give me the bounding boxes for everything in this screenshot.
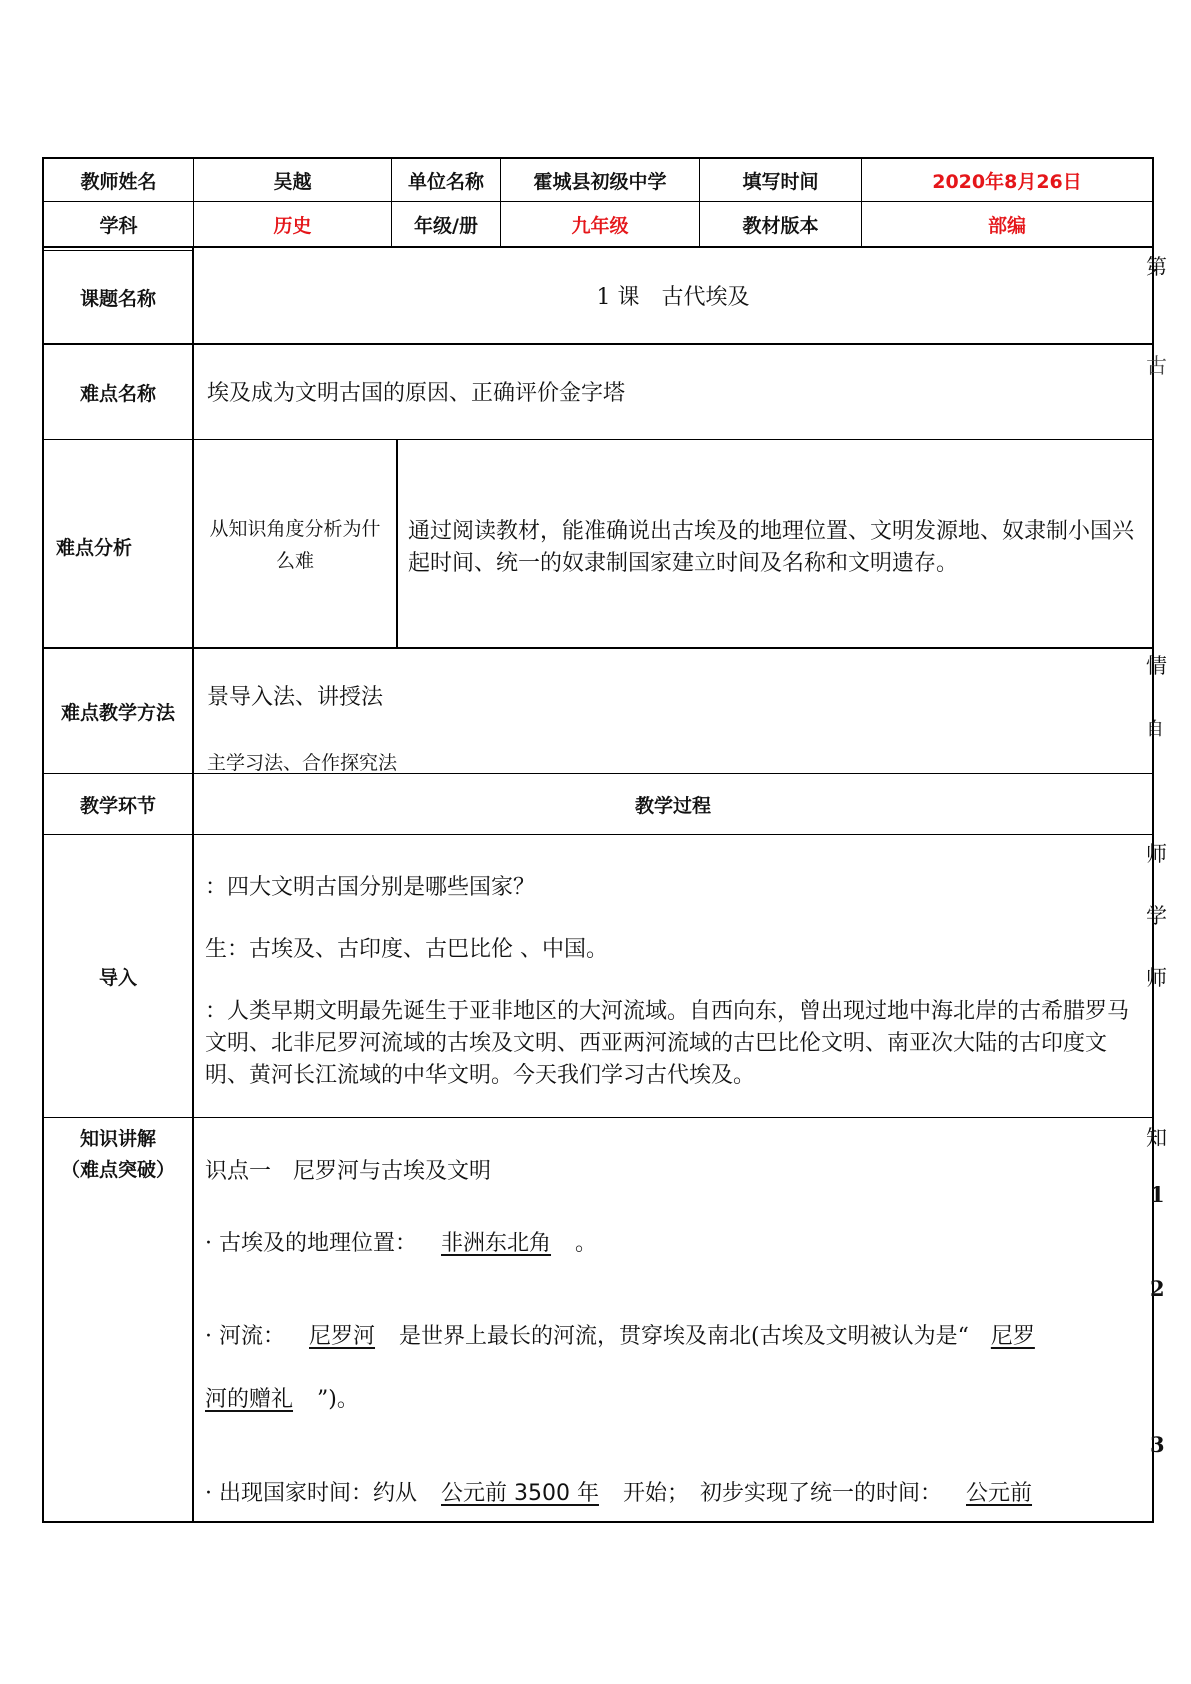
intro-label: 导入 <box>98 966 137 989</box>
teacher-name: 吴越 <box>273 170 312 193</box>
date-value: 2020年8月26日 <box>932 170 1082 193</box>
grade-label: 年级/册 <box>414 214 478 237</box>
knowledge-point-title: 识点一 尼罗河与古埃及文明 <box>205 1159 492 1184</box>
process-stage-label: 教学环节 <box>79 794 156 817</box>
river-suffix: ”)。 <box>317 1387 359 1412</box>
river-answer-2a: 尼罗 <box>990 1324 1035 1349</box>
margin-char: 3 <box>1150 1432 1165 1457</box>
margin-char: 1 <box>1150 1182 1165 1207</box>
river-line <box>205 1321 1035 1353</box>
margin-char: 2 <box>1150 1276 1165 1301</box>
analysis-label: 难点分析 <box>56 537 133 559</box>
edition-value: 部编 <box>987 214 1026 237</box>
time-prefix: · 出现国家时间：约从 <box>205 1481 417 1506</box>
margin-char: 学 <box>1146 904 1167 928</box>
margin-char: 情 <box>1146 654 1167 678</box>
intro-question: ：四大文明古国分别是哪些国家？ <box>205 875 536 900</box>
river-answer-2b: 河的赠礼 <box>205 1387 294 1412</box>
margin-char: 知 <box>1146 1126 1167 1150</box>
geo-suffix: 。 <box>575 1231 598 1256</box>
margin-char: 第 <box>1146 255 1167 279</box>
geo-prefix: · 古埃及的地理位置： <box>205 1231 417 1256</box>
river-line-2 <box>205 1384 359 1416</box>
geo-line <box>205 1228 597 1260</box>
method-label: 难点教学方法 <box>60 701 175 724</box>
analysis-sublabel: 从知识角度分析为什么难 <box>209 518 381 572</box>
time-answer: 公元前 3500 年 <box>441 1481 599 1506</box>
unit-name: 霍城县初级中学 <box>533 170 667 193</box>
method-line-2: 主学习法、合作探究法 <box>207 752 398 774</box>
teacher-label: 教师姓名 <box>80 170 157 193</box>
river-answer: 尼罗河 <box>309 1324 376 1349</box>
intro-answer: 生：古埃及、古印度、古巴比伦 、中国。 <box>205 937 608 962</box>
unit-label: 单位名称 <box>407 170 484 193</box>
margin-char: 古 <box>1146 354 1167 378</box>
knowledge-label-line-2: （难点突破） <box>60 1159 175 1181</box>
edition-label: 教材版本 <box>742 214 819 237</box>
river-prefix: · 河流： <box>205 1324 285 1349</box>
margin-char: 师 <box>1146 842 1167 866</box>
difficulty-name: 埃及成为文明古国的原因、正确评价金字塔 <box>207 381 626 406</box>
knowledge-label <box>44 1124 192 1186</box>
topic-label: 课题名称 <box>79 287 156 310</box>
topic-title: 1 课 古代埃及 <box>596 285 750 310</box>
margin-char: 自 <box>1146 719 1164 740</box>
river-mid: 是世界上最长的河流，贯穿埃及南北(古埃及文明被认为是“ <box>399 1324 969 1349</box>
analysis-text: 通过阅读教材，能准确说出古埃及的地理位置、文明发源地、奴隶制小国兴起时间、统一的奴隶制国家建立时间及名称和文明遗存。 <box>408 519 1135 576</box>
time-mid: 开始； 初步实现了统一的时间： <box>622 1481 942 1506</box>
intro-teacher-text: ：人类早期文明最先诞生于亚非地区的大河流域。自西向东，曾出现过地中海北岸的古希腊罗马文明、北非尼罗河流域的古埃及文明、西亚两河流域的古巴比伦文明、南亚次大陆的古印度文明、黄河长江流域的中华文明。今天我们学习古代埃及。 <box>205 999 1130 1088</box>
knowledge-label-line-1: 知识讲解 <box>79 1128 156 1150</box>
margin-char: 师 <box>1146 966 1167 990</box>
process-title: 教学过程 <box>634 794 711 817</box>
time-line <box>205 1478 1032 1510</box>
subject-label: 学科 <box>99 214 138 237</box>
difficulty-label: 难点名称 <box>79 382 156 405</box>
subject-value: 历史 <box>273 214 312 237</box>
time-answer-2: 公元前 <box>966 1481 1033 1506</box>
geo-answer: 非洲东北角 <box>441 1231 552 1256</box>
date-label: 填写时间 <box>742 170 819 193</box>
method-line-1: 景导入法、讲授法 <box>207 685 384 710</box>
grade-value: 九年级 <box>571 214 629 237</box>
